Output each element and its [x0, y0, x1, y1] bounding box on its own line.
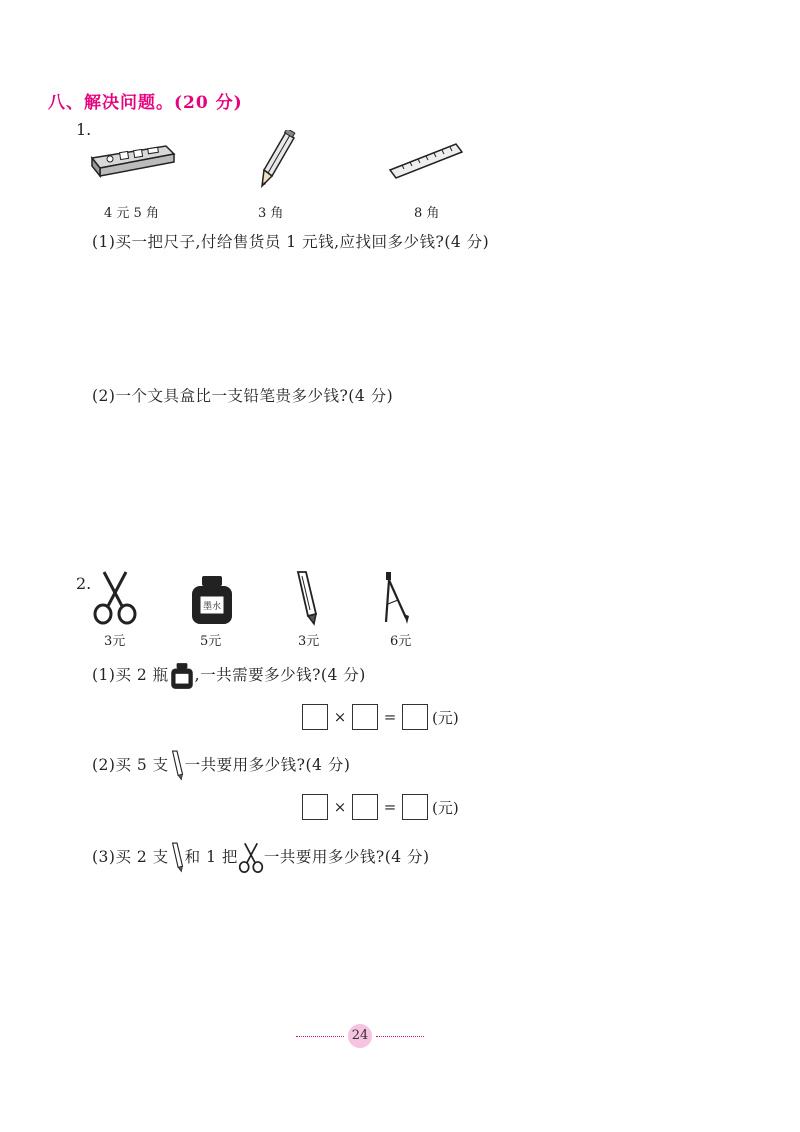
question-2-part-3	[92, 842, 430, 874]
pencil-case-icon	[88, 140, 178, 180]
unit-label: (元)	[432, 708, 459, 727]
equation-row-2	[302, 794, 459, 820]
equals-sign: =	[383, 798, 397, 816]
answer-box-1a[interactable]	[302, 704, 328, 730]
unit-label: (元)	[432, 798, 459, 817]
pen-inline-icon	[169, 750, 185, 782]
question-2-part-3-text-c: 一共要用多少钱?(4 分)	[263, 848, 430, 866]
ink-bottle-price: 5元	[200, 634, 222, 649]
question-1-number: 1.	[76, 120, 92, 139]
page-number: 24	[348, 1024, 372, 1048]
ink-bottle-icon	[190, 574, 234, 626]
ink-bottle-inline-icon	[169, 662, 195, 690]
answer-box-2a[interactable]	[302, 794, 328, 820]
question-1-part-2: (2)一个文具盒比一支铅笔贵多少钱?(4 分)	[92, 387, 394, 405]
pencil-price: 3 角	[258, 206, 284, 221]
compass-icon	[380, 570, 412, 628]
question-2-part-2-text-b: 一共要用多少钱?(4 分)	[184, 756, 351, 774]
answer-box-2b[interactable]	[352, 794, 378, 820]
equation-row-1	[302, 704, 459, 730]
ruler-price: 8 角	[414, 206, 440, 221]
ruler-icon	[388, 140, 464, 180]
question-2-part-3-text-a: (3)买 2 支	[92, 848, 169, 866]
pen-inline-icon	[169, 842, 185, 874]
question-2-part-2	[92, 750, 350, 782]
footer-right-dotted-line	[376, 1036, 424, 1037]
equals-sign: =	[383, 708, 397, 726]
times-sign: ×	[333, 798, 347, 816]
answer-box-1b[interactable]	[352, 704, 378, 730]
question-2-part-1-text-a: (1)买 2 瓶	[92, 666, 169, 684]
footer-left-dotted-line	[296, 1036, 344, 1037]
answer-box-1c[interactable]	[402, 704, 428, 730]
question-2-part-1	[92, 662, 366, 690]
compass-price: 6元	[390, 634, 412, 649]
section-title: 八、解决问题。(20 分)	[48, 93, 243, 113]
question-2-part-3-text-b: 和 1 把	[184, 848, 238, 866]
answer-box-2c[interactable]	[402, 794, 428, 820]
question-2-number: 2.	[76, 574, 92, 593]
scissors-price: 3元	[104, 634, 126, 649]
ink-bottle-label: 墨水	[202, 602, 222, 612]
times-sign: ×	[333, 708, 347, 726]
scissors-icon	[92, 570, 138, 626]
scissors-inline-icon	[238, 842, 264, 874]
pencil-case-price: 4 元 5 角	[104, 206, 159, 221]
question-1-part-1: (1)买一把尺子,付给售货员 1 元钱,应找回多少钱?(4 分)	[92, 233, 490, 251]
pen-price: 3元	[298, 634, 320, 649]
pen-icon	[292, 570, 320, 628]
question-2-part-1-text-b: ,一共需要多少钱?(4 分)	[194, 666, 366, 684]
question-2-part-2-text-a: (2)买 5 支	[92, 756, 169, 774]
pencil-icon	[258, 130, 298, 190]
